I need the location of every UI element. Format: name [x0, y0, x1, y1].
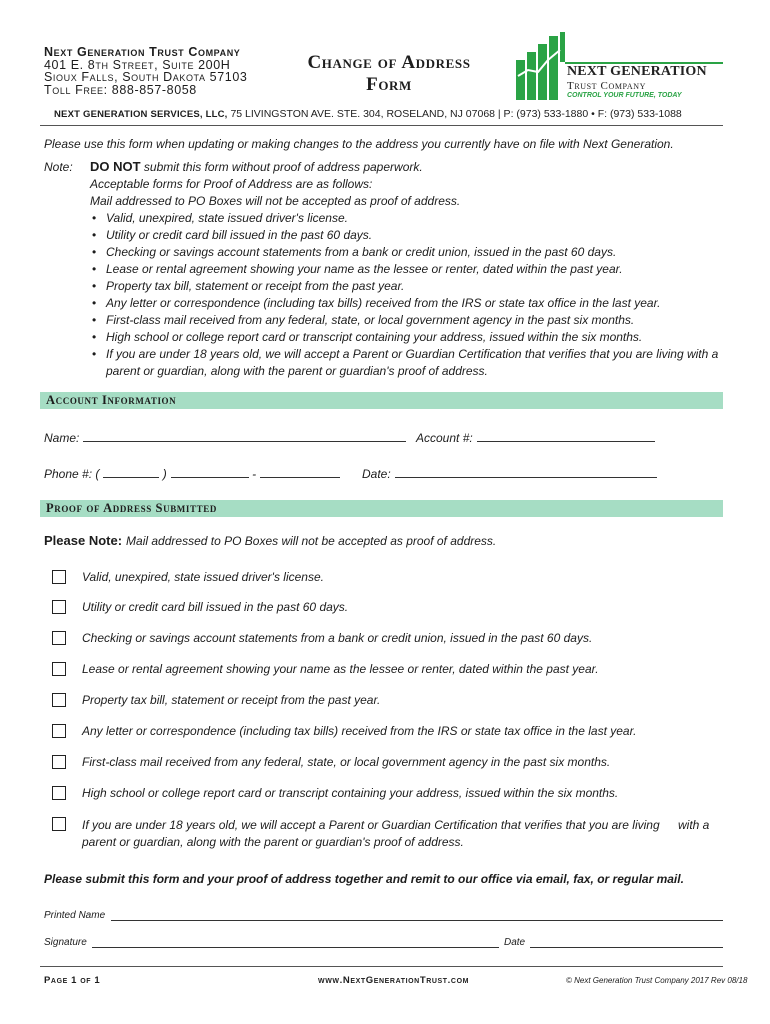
option-school-transcript: High school or college report card or transcript containing your address, issued within the six months. [82, 786, 619, 800]
option-lease-agreement: Lease or rental agreement showing your name as the lessee or renter, dated within the past year. [82, 662, 599, 676]
note-list-item: • Utility or credit card bill issued in the past 60 days. [90, 227, 720, 244]
printed-name-label: Printed Name [44, 910, 106, 921]
company-toll-free: Toll Free: 888-857-8058 [44, 82, 197, 97]
page-number: Page 1 of 1 [44, 975, 101, 986]
note-line-1 [90, 158, 720, 176]
option-guardian-certification-with: with a [678, 818, 710, 832]
checkbox-government-mail[interactable] [52, 755, 66, 769]
checkbox-lease-agreement[interactable] [52, 662, 66, 676]
phone-dash: - [252, 467, 257, 481]
company-street: 401 E. 8th Street, Suite 200H [44, 57, 231, 72]
option-drivers-license: Valid, unexpired, state issued driver's license. [82, 570, 324, 584]
logo-text-primary: NEXT GENERATION [567, 64, 707, 79]
printed-name-line[interactable] [111, 920, 723, 921]
date-label: Date: [362, 467, 391, 481]
footer-copyright: © Next Generation Trust Company 2017 Rev 08/18 [566, 976, 748, 985]
signature-date-line[interactable] [530, 947, 723, 948]
note-label: Note: [44, 160, 73, 174]
name-field[interactable] [44, 429, 406, 445]
option-guardian-certification-line2: parent or guardian, along with the parent or guardian's proof of address. [82, 835, 464, 849]
note-list-item: • Checking or savings account statements from a bank or credit union, issued in the past 60 days. [90, 244, 720, 261]
phone-suffix-line[interactable] [260, 465, 340, 478]
signature-date-label: Date [504, 937, 526, 948]
checkbox-drivers-license[interactable] [52, 570, 66, 584]
note-list-item: • Valid, unexpired, state issued driver's license. [90, 210, 720, 227]
note-list-item: • First-class mail received from any federal, state, or local government agency in the past six months. [90, 312, 720, 329]
account-number-input-line[interactable] [477, 429, 655, 442]
checkbox-property-tax[interactable] [52, 693, 66, 707]
proof-note-text: Mail addressed to PO Boxes will not be accepted as proof of address. [126, 534, 497, 548]
phone-label: Phone #: ( [44, 467, 100, 481]
name-input-line[interactable] [83, 429, 406, 442]
note-list-item: • High school or college report card or transcript containing your address, issued within the six months. [90, 329, 720, 346]
option-bank-statement: Checking or savings account statements from a bank or credit union, issued in the past 60 days. [82, 631, 593, 645]
company-name: Next Generation Trust Company [44, 45, 241, 59]
services-address: 75 LIVINGSTON AVE. STE. 304, ROSELAND, NJ 07068 | P: (973) 533-1880 • F: (973) 533-1088 [230, 108, 682, 120]
intro-text: Please use this form when updating or making changes to the address you currently have on file with Next Generation. [44, 137, 674, 151]
account-info-heading: Account Information [46, 393, 177, 407]
form-title [286, 52, 492, 96]
form-title-line2: Form [366, 74, 412, 95]
checkbox-irs-letter[interactable] [52, 724, 66, 738]
logo-tagline: CONTROL YOUR FUTURE, TODAY [567, 92, 682, 99]
option-guardian-certification-line1: If you are under 18 years old, we will accept a Parent or Guardian Certification that verifies that you are living [82, 818, 660, 832]
checkbox-utility-bill[interactable] [52, 600, 66, 614]
note-line-3: Mail addressed to PO Boxes will not be accepted as proof of address. [90, 194, 461, 208]
logo-text-secondary: Trust Company [567, 80, 646, 92]
account-info-header [40, 392, 723, 409]
phone-prefix-line[interactable] [171, 465, 249, 478]
note-line-1-text: submit this form without proof of address paperwork. [143, 160, 423, 174]
header-divider [40, 125, 723, 126]
checkbox-school-transcript[interactable] [52, 786, 66, 800]
account-number-label: Account #: [416, 431, 473, 445]
date-input-line[interactable] [395, 465, 657, 478]
please-note-label: Please Note: [44, 533, 123, 548]
submit-instructions: Please submit this form and your proof of address together and remit to our office via email, fax, or regular mail. [44, 872, 684, 886]
note-block [90, 158, 720, 380]
footer-divider [40, 966, 723, 967]
form-title-line1: Change of Address [307, 52, 471, 73]
do-not-emphasis: DO NOT [90, 159, 141, 174]
option-utility-bill: Utility or credit card bill issued in the past 60 days. [82, 600, 349, 614]
proof-note [44, 533, 496, 548]
phone-area-code-line[interactable] [103, 465, 159, 478]
option-property-tax: Property tax bill, statement or receipt from the past year. [82, 693, 381, 707]
note-list-item: • Any letter or correspondence (including tax bills) received from the IRS or state tax office in the last year. [90, 295, 720, 312]
note-list-item: • Property tax bill, statement or receipt from the past year. [90, 278, 720, 295]
phone-paren: ) [162, 467, 167, 481]
company-address-block [44, 46, 247, 96]
services-line [54, 108, 682, 120]
signature-label: Signature [44, 937, 87, 948]
name-label: Name: [44, 431, 80, 445]
company-city: Sioux Falls, South Dakota 57103 [44, 70, 248, 85]
option-government-mail: First-class mail received from any federal, state, or local government agency in the past six months. [82, 755, 611, 769]
checkbox-bank-statement[interactable] [52, 631, 66, 645]
option-irs-letter: Any letter or correspondence (including tax bills) received from the IRS or state tax office in the last year. [82, 724, 637, 738]
signature-line[interactable] [92, 947, 499, 948]
account-number-field[interactable] [416, 429, 655, 445]
note-line-2: Acceptable forms for Proof of Address are as follows: [90, 177, 373, 191]
checkbox-guardian-certification[interactable] [52, 817, 66, 831]
proof-of-address-heading: Proof of Address Submitted [46, 501, 217, 515]
note-list-item: • Lease or rental agreement showing your name as the lessee or renter, dated within the past year. [90, 261, 720, 278]
services-name: NEXT GENERATION SERVICES, LLC, [54, 109, 228, 120]
date-field[interactable] [362, 465, 657, 481]
proof-of-address-header [40, 500, 723, 517]
phone-field[interactable] [44, 465, 340, 481]
note-list-item: • If you are under 18 years old, we will accept a Parent or Guardian Certification that verifies that you are living with a parent or guardian, along with the parent or guardian's proof of address. [90, 346, 720, 380]
footer-website: www.NextGenerationTrust.com [318, 975, 470, 986]
